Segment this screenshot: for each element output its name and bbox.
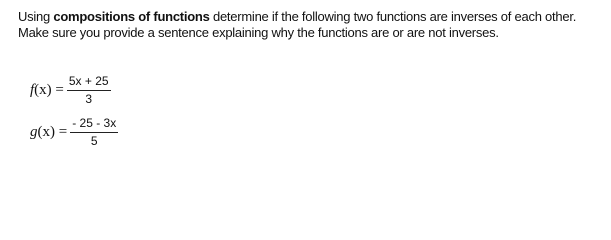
function-f-fraction	[67, 74, 111, 107]
function-f-arg: (x) =	[34, 82, 64, 98]
instructions-line-1-suffix: determine if the following two functions are inverses of each other.	[209, 9, 577, 24]
function-f-numerator: 5x + 25	[67, 74, 111, 91]
function-g-fraction	[70, 116, 118, 149]
function-f-denominator: 3	[85, 92, 93, 106]
function-f-equation	[30, 74, 111, 107]
function-f-name: f	[30, 82, 35, 98]
instructions-line-2: Make sure you provide a sentence explaining why the functions are or are not inverses.	[18, 25, 499, 40]
instructions-line-1	[18, 9, 608, 25]
instructions	[18, 9, 608, 41]
function-g-denominator: 5	[90, 134, 98, 148]
instructions-bold-term: compositions of functions	[53, 9, 210, 24]
function-g-lhs	[30, 124, 67, 141]
instructions-line-1-prefix: Using	[18, 9, 54, 24]
function-g-numerator: - 25 - 3x	[70, 116, 118, 133]
function-f-lhs	[30, 82, 64, 99]
function-g-name: g	[30, 124, 38, 140]
function-g-equation	[30, 116, 118, 149]
function-g-arg: (x) =	[37, 124, 68, 140]
